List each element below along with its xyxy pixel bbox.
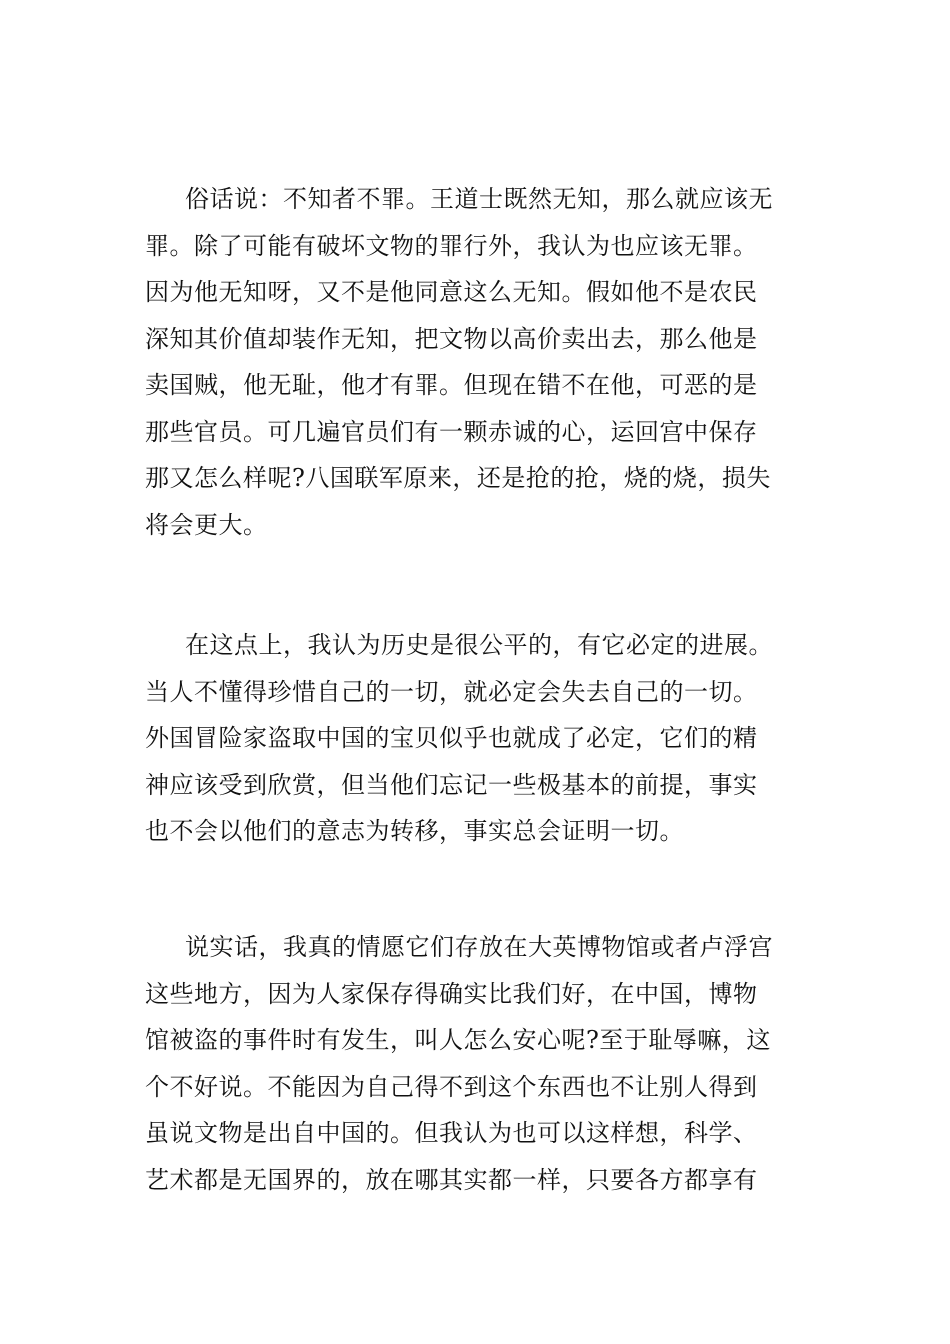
paragraph-line: 也不会以他们的意志为转移，事实总会证明一切。 (145, 817, 684, 845)
paragraph-line: 俗话说：不知者不罪。王道士既然无知，那么就应该无 (185, 185, 773, 213)
paragraph-line: 在这点上，我认为历史是很公平的，有它必定的进展。 (185, 631, 773, 659)
paragraph-line: 艺术都是无国界的，放在哪其实都一样，只要各方都享有 (145, 1165, 758, 1194)
paragraph-line: 深知其价值却装作无知，把文物以高价卖出去，那么他是 (145, 324, 758, 353)
paragraph-line: 将会更大。 (145, 510, 268, 539)
paragraph-line: 因为他无知呀，又不是他同意这么无知。假如他不是农民 (145, 278, 758, 306)
paragraph-line: 这些地方，因为人家保存得确实比我们好，在中国，博物 (145, 979, 758, 1008)
paragraph-1 (145, 176, 810, 548)
paragraph-line: 卖国贼，他无耻，他才有罪。但现在错不在他，可恶的是 (145, 371, 758, 399)
paragraph-line: 当人不懂得珍惜自己的一切，就必定会失去自己的一切。 (145, 677, 758, 706)
paragraph-line: 个不好说。不能因为自己得不到这个东西也不让别人得到 (145, 1072, 758, 1101)
paragraph-line: 罪。除了可能有破坏文物的罪行外，我认为也应该无罪。 (145, 231, 758, 260)
paragraph-3 (145, 924, 810, 1203)
paragraph-line: 虽说文物是出自中国的。但我认为也可以这样想，科学、 (145, 1119, 758, 1147)
paragraph-line: 馆被盗的事件时有发生，叫人怎么安心呢?至于耻辱嘛，这 (145, 1026, 771, 1054)
paragraph-line: 那又怎么样呢?八国联军原来，还是抢的抢，烧的烧，损失 (145, 464, 771, 492)
paragraph-line: 那些官员。可几遍官员们有一颗赤诚的心，运回宫中保存 (145, 417, 758, 446)
paragraph-line: 神应该受到欣赏，但当他们忘记一些极基本的前提，事实 (145, 770, 758, 799)
paragraph-line: 外国冒险家盗取中国的宝贝似乎也就成了必定，它们的精 (145, 724, 758, 752)
paragraph-line: 说实话，我真的情愿它们存放在大英博物馆或者卢浮宫 (185, 933, 773, 961)
paragraph-2 (145, 622, 810, 855)
